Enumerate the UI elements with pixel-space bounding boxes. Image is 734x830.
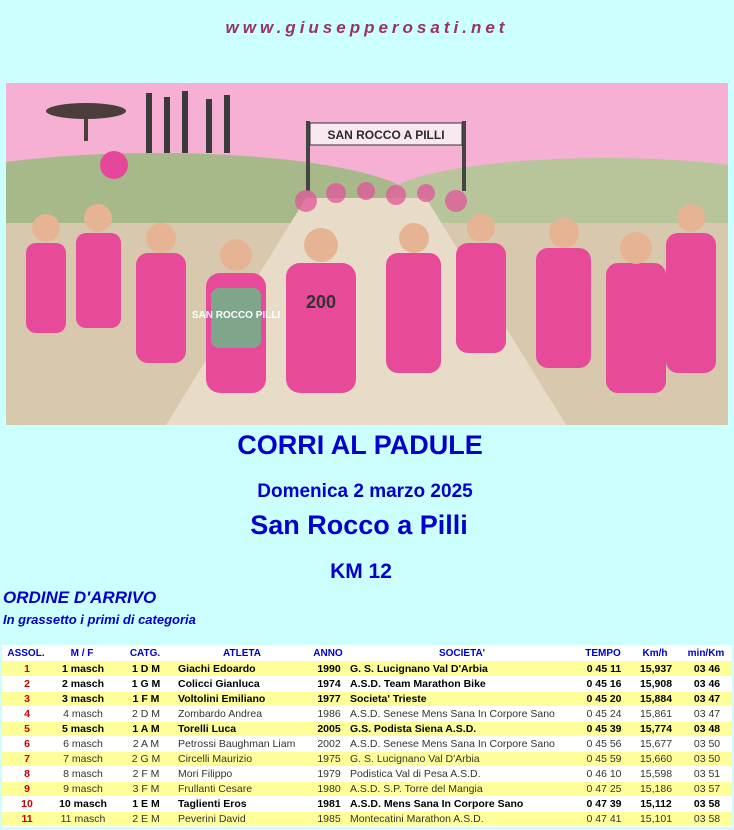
- athlete-cell: Petrossi Baughman Liam: [176, 737, 308, 752]
- pace-cell: 03 58: [680, 812, 732, 827]
- position-cell: 1: [2, 662, 50, 677]
- banner-text: SAN ROCCO A PILLI: [327, 128, 445, 142]
- gender-rank-cell: 1 masch: [50, 662, 114, 677]
- category-cell: 2 A M: [114, 737, 176, 752]
- year-cell: 1975: [308, 752, 348, 767]
- position-cell: 8: [2, 767, 50, 782]
- pace-cell: 03 46: [680, 662, 732, 677]
- athlete-cell: Circelli Maurizio: [176, 752, 308, 767]
- hero-image: [6, 83, 728, 425]
- table-row: [2, 722, 732, 737]
- club-cell: A.S.D. Senese Mens Sana In Corpore Sano: [348, 707, 576, 722]
- athlete-cell: Colicci Gianluca: [176, 677, 308, 692]
- gender-rank-cell: 11 masch: [50, 812, 114, 827]
- gender-rank-cell: 10 masch: [50, 797, 114, 812]
- col-mf: M / F: [50, 645, 114, 662]
- time-cell: 0 45 39: [576, 722, 630, 737]
- table-row: [2, 752, 732, 767]
- category-cell: 1 D M: [114, 662, 176, 677]
- time-cell: 0 45 11: [576, 662, 630, 677]
- athlete-cell: Torelli Luca: [176, 722, 308, 737]
- pace-cell: 03 47: [680, 692, 732, 707]
- club-cell: G. S. Lucignano Val D'Arbia: [348, 662, 576, 677]
- gender-rank-cell: 3 masch: [50, 692, 114, 707]
- speed-cell: 15,884: [630, 692, 680, 707]
- pace-cell: 03 50: [680, 752, 732, 767]
- col-catg: CATG.: [114, 645, 176, 662]
- athlete-cell: Peverini David: [176, 812, 308, 827]
- time-cell: 0 45 16: [576, 677, 630, 692]
- pace-cell: 03 51: [680, 767, 732, 782]
- time-cell: 0 47 25: [576, 782, 630, 797]
- speed-cell: 15,677: [630, 737, 680, 752]
- table-row: [2, 662, 732, 677]
- category-cell: 1 A M: [114, 722, 176, 737]
- position-cell: 4: [2, 707, 50, 722]
- pace-cell: 03 47: [680, 707, 732, 722]
- gender-rank-cell: 2 masch: [50, 677, 114, 692]
- athlete-cell: Taglienti Eros: [176, 797, 308, 812]
- position-cell: 7: [2, 752, 50, 767]
- col-minkm: min/Km: [680, 645, 732, 662]
- athlete-cell: Voltolini Emiliano: [176, 692, 308, 707]
- club-cell: G.S. Podista Siena A.S.D.: [348, 722, 576, 737]
- gender-rank-cell: 8 masch: [50, 767, 114, 782]
- category-cell: 2 D M: [114, 707, 176, 722]
- year-cell: 1980: [308, 782, 348, 797]
- gender-rank-cell: 7 masch: [50, 752, 114, 767]
- year-cell: 1986: [308, 707, 348, 722]
- gender-rank-cell: 5 masch: [50, 722, 114, 737]
- results-table: [2, 645, 732, 827]
- table-row: [2, 782, 732, 797]
- runners-illustration: [6, 83, 728, 425]
- position-cell: 10: [2, 797, 50, 812]
- position-cell: 11: [2, 812, 50, 827]
- athlete-cell: Frullanti Cesare: [176, 782, 308, 797]
- table-row: [2, 812, 732, 827]
- pace-cell: 03 57: [680, 782, 732, 797]
- position-cell: 9: [2, 782, 50, 797]
- speed-cell: 15,908: [630, 677, 680, 692]
- club-cell: A.S.D. Senese Mens Sana In Corpore Sano: [348, 737, 576, 752]
- category-cell: 1 G M: [114, 677, 176, 692]
- speed-cell: 15,101: [630, 812, 680, 827]
- site-url[interactable]: www.giusepperosati.net: [225, 18, 509, 37]
- year-cell: 1979: [308, 767, 348, 782]
- speed-cell: 15,774: [630, 722, 680, 737]
- time-cell: 0 45 56: [576, 737, 630, 752]
- time-cell: 0 45 59: [576, 752, 630, 767]
- shirt-number: 200: [305, 292, 337, 312]
- col-kmh: Km/h: [630, 645, 680, 662]
- table-row: [2, 797, 732, 812]
- table-row: [2, 767, 732, 782]
- position-cell: 3: [2, 692, 50, 707]
- col-assol: ASSOL.: [2, 645, 50, 662]
- speed-cell: 15,937: [630, 662, 680, 677]
- col-societa: SOCIETA': [348, 645, 576, 662]
- time-cell: 0 45 20: [576, 692, 630, 707]
- time-cell: 0 47 39: [576, 797, 630, 812]
- position-cell: 2: [2, 677, 50, 692]
- club-cell: Societa' Trieste: [348, 692, 576, 707]
- time-cell: 0 46 10: [576, 767, 630, 782]
- athlete-cell: Zombardo Andrea: [176, 707, 308, 722]
- speed-cell: 15,112: [630, 797, 680, 812]
- category-cell: 2 E M: [114, 812, 176, 827]
- col-tempo: TEMPO: [576, 645, 630, 662]
- category-cell: 1 F M: [114, 692, 176, 707]
- year-cell: 1985: [308, 812, 348, 827]
- gender-rank-cell: 6 masch: [50, 737, 114, 752]
- club-cell: Montecatini Marathon A.S.D.: [348, 812, 576, 827]
- col-anno: ANNO: [308, 645, 348, 662]
- pace-cell: 03 50: [680, 737, 732, 752]
- pace-cell: 03 46: [680, 677, 732, 692]
- year-cell: 2002: [308, 737, 348, 752]
- pace-cell: 03 58: [680, 797, 732, 812]
- table-row: [2, 737, 732, 752]
- speed-cell: 15,660: [630, 752, 680, 767]
- table-row: [2, 677, 732, 692]
- club-cell: Podistica Val di Pesa A.S.D.: [348, 767, 576, 782]
- speed-cell: 15,186: [630, 782, 680, 797]
- event-place: San Rocco a Pilli: [250, 510, 468, 540]
- position-cell: 6: [2, 737, 50, 752]
- event-date: Domenica 2 marzo 2025: [257, 481, 473, 502]
- speed-cell: 15,861: [630, 707, 680, 722]
- results-title: ORDINE D'ARRIVO: [3, 588, 157, 607]
- club-cell: A.S.D. Mens Sana In Corpore Sano: [348, 797, 576, 812]
- results-body: [2, 662, 732, 827]
- gender-rank-cell: 9 masch: [50, 782, 114, 797]
- pace-cell: 03 48: [680, 722, 732, 737]
- results-note: In grassetto i primi di categoria: [3, 612, 196, 627]
- speed-cell: 15,598: [630, 767, 680, 782]
- year-cell: 1974: [308, 677, 348, 692]
- col-atleta: ATLETA: [176, 645, 308, 662]
- category-cell: 1 E M: [114, 797, 176, 812]
- category-cell: 2 G M: [114, 752, 176, 767]
- club-cell: A.S.D. Team Marathon Bike: [348, 677, 576, 692]
- shirt-text: SAN ROCCO PILLI: [191, 310, 281, 321]
- results-header-row: [2, 645, 732, 662]
- year-cell: 2005: [308, 722, 348, 737]
- club-cell: A.S.D. S.P. Torre del Mangia: [348, 782, 576, 797]
- event-distance: KM 12: [330, 560, 392, 583]
- year-cell: 1990: [308, 662, 348, 677]
- year-cell: 1981: [308, 797, 348, 812]
- time-cell: 0 47 41: [576, 812, 630, 827]
- club-cell: G. S. Lucignano Val D'Arbia: [348, 752, 576, 767]
- gender-rank-cell: 4 masch: [50, 707, 114, 722]
- year-cell: 1977: [308, 692, 348, 707]
- table-row: [2, 707, 732, 722]
- athlete-cell: Giachi Edoardo: [176, 662, 308, 677]
- category-cell: 3 F M: [114, 782, 176, 797]
- position-cell: 5: [2, 722, 50, 737]
- athlete-cell: Mori Filippo: [176, 767, 308, 782]
- time-cell: 0 45 24: [576, 707, 630, 722]
- event-title: CORRI AL PADULE: [237, 430, 483, 460]
- category-cell: 2 F M: [114, 767, 176, 782]
- table-row: [2, 692, 732, 707]
